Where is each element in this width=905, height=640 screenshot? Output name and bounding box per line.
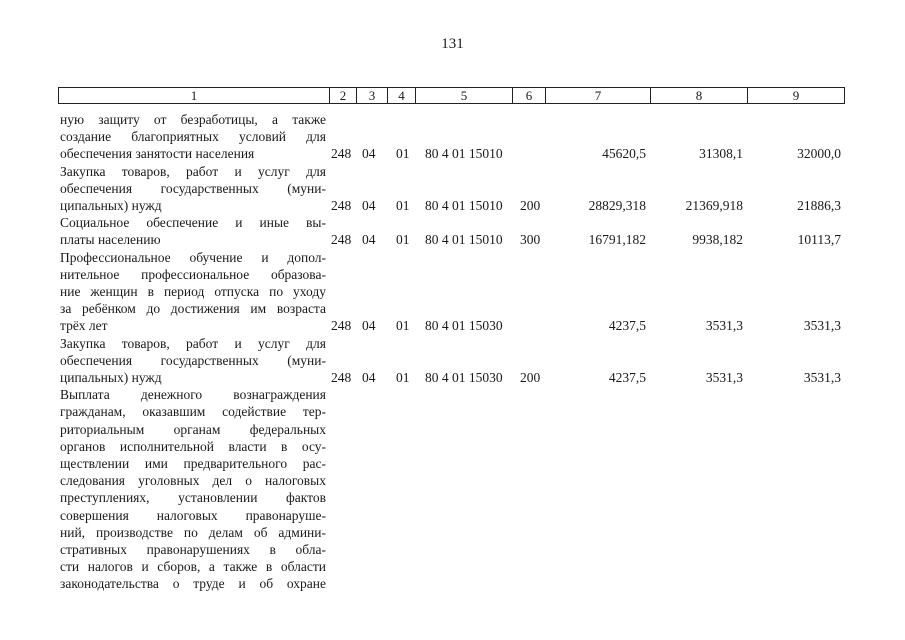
- description-line: сти налогов и сборов, а также в области: [60, 559, 326, 575]
- table-header: [58, 87, 845, 104]
- column-header-2: 2: [330, 88, 357, 104]
- column-header-3: 3: [357, 88, 388, 104]
- table-row: [0, 335, 905, 387]
- column-header-8: 8: [651, 88, 748, 104]
- description-line: ципальных) нужд: [60, 197, 162, 213]
- cell-col-2: 248: [331, 197, 352, 213]
- cell-col-7: 16791,182: [588, 232, 646, 248]
- cell-col-7: 28829,318: [588, 197, 646, 213]
- cell-col-8: 3531,3: [705, 318, 743, 334]
- cell-col-4: 01: [396, 146, 410, 162]
- cell-col-3: 04: [362, 146, 376, 162]
- description-line: риториальным органам федеральных: [60, 421, 326, 437]
- cell-col-7: 45620,5: [602, 146, 646, 162]
- cell-col-3: 04: [362, 197, 376, 213]
- description-line: Профессиональное обучение и допол-: [60, 249, 326, 265]
- column-header-1: 1: [59, 88, 330, 104]
- row-description: [60, 249, 326, 335]
- cell-col-4: 01: [396, 197, 410, 213]
- description-line: обеспечения занятости населения: [60, 146, 255, 162]
- description-line: обеспечения государственных (муни-: [60, 352, 326, 368]
- description-line: гражданам, оказавшим содействие тер-: [60, 404, 326, 420]
- cell-col-5: 80 4 01 15010: [425, 146, 503, 162]
- row-description: [60, 111, 326, 163]
- description-line: ципальных) нужд: [60, 369, 162, 385]
- description-line: трёх лет: [60, 318, 108, 334]
- table-row: [0, 249, 905, 335]
- cell-col-5: 80 4 01 15030: [425, 318, 503, 334]
- cell-col-7: 4237,5: [608, 369, 646, 385]
- cell-col-7: 4237,5: [608, 318, 646, 334]
- description-line: нительное профессиональное образова-: [60, 266, 326, 282]
- cell-col-2: 248: [331, 318, 352, 334]
- row-description: [60, 386, 326, 592]
- description-line: ществлении ими предварительного рас-: [60, 455, 326, 471]
- cell-col-8: 31308,1: [699, 146, 743, 162]
- cell-col-8: 21369,918: [685, 197, 743, 213]
- column-header-9: 9: [748, 88, 845, 104]
- description-line: преступлениях, установлении фактов: [60, 490, 326, 506]
- column-header-7: 7: [546, 88, 651, 104]
- cell-col-6: 200: [520, 369, 541, 385]
- description-line: следования уголовных дел о налоговых: [60, 473, 326, 489]
- cell-col-9: 21886,3: [797, 197, 841, 213]
- table-row: [0, 111, 905, 163]
- description-line: Выплата денежного вознаграждения: [60, 387, 326, 403]
- description-line: стративных правонарушениях в обла-: [60, 541, 326, 557]
- description-line: ний, производстве по делам об админи-: [60, 524, 326, 540]
- cell-col-6: 300: [520, 232, 541, 248]
- description-line: Социальное обеспечение и иные вы-: [60, 215, 326, 231]
- cell-col-9: 32000,0: [797, 146, 841, 162]
- page-number: 131: [441, 36, 464, 52]
- description-line: ную защиту от безработицы, а также: [60, 112, 326, 127]
- cell-col-3: 04: [362, 232, 376, 248]
- cell-col-6: 200: [520, 197, 541, 213]
- table-row: [0, 214, 905, 248]
- cell-col-5: 80 4 01 15010: [425, 197, 503, 213]
- description-line: совершения налоговых правонаруше-: [60, 507, 326, 523]
- row-description: [60, 214, 326, 248]
- description-line: органов исполнительной власти в осу-: [60, 438, 326, 454]
- cell-col-4: 01: [396, 369, 410, 385]
- cell-col-2: 248: [331, 232, 352, 248]
- cell-col-9: 3531,3: [803, 369, 841, 385]
- cell-col-9: 10113,7: [797, 232, 841, 248]
- cell-col-4: 01: [396, 232, 410, 248]
- cell-col-8: 3531,3: [705, 369, 743, 385]
- description-line: законодательства о труде и об охране: [60, 576, 326, 592]
- column-header-6: 6: [513, 88, 546, 104]
- row-description: [60, 335, 326, 387]
- cell-col-4: 01: [396, 318, 410, 334]
- cell-col-2: 248: [331, 369, 352, 385]
- column-header-4: 4: [388, 88, 416, 104]
- row-description: [60, 163, 326, 215]
- cell-col-9: 3531,3: [803, 318, 841, 334]
- cell-col-3: 04: [362, 318, 376, 334]
- cell-col-3: 04: [362, 369, 376, 385]
- description-line: обеспечения государственных (муни-: [60, 180, 326, 196]
- cell-col-2: 248: [331, 146, 352, 162]
- description-line: Закупка товаров, работ и услуг для: [60, 163, 326, 179]
- column-header-5: 5: [416, 88, 513, 104]
- description-line: за ребёнком до достижения им возраста: [60, 301, 326, 317]
- cell-col-5: 80 4 01 15030: [425, 369, 503, 385]
- cell-col-5: 80 4 01 15010: [425, 232, 503, 248]
- cell-col-8: 9938,182: [692, 232, 743, 248]
- description-line: Закупка товаров, работ и услуг для: [60, 335, 326, 351]
- description-line: платы населению: [60, 232, 161, 248]
- description-line: ние женщин в период отпуска по уходу: [60, 283, 326, 299]
- table-row: [0, 163, 905, 215]
- table-row: [0, 386, 905, 592]
- description-line: создание благоприятных условий для: [60, 129, 326, 145]
